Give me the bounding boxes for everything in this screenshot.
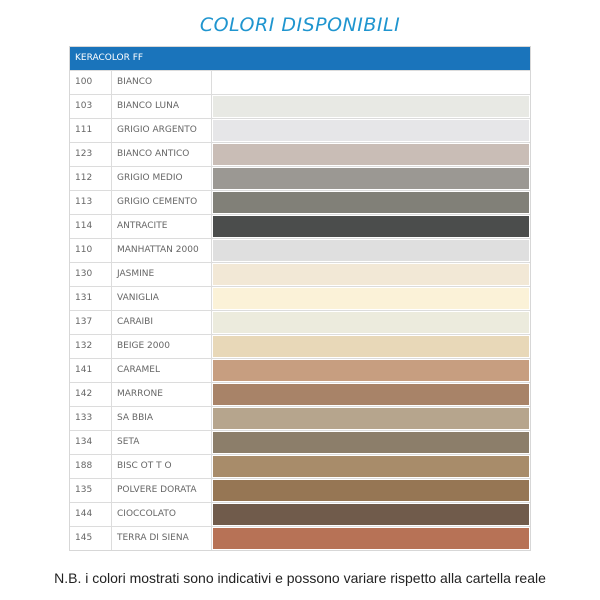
table-row [70,406,530,430]
swatch-cell [212,287,530,310]
color-name: BIANCO [112,71,212,94]
color-name: BISC OT T O [112,455,212,478]
swatch-cell [212,311,530,334]
color-code: 142 [70,383,112,406]
color-code: 134 [70,431,112,454]
color-swatch [213,216,529,237]
color-code: 112 [70,167,112,190]
color-code: 188 [70,455,112,478]
color-swatch [213,408,529,429]
color-swatch [213,480,529,501]
table-row [70,478,530,502]
swatch-cell [212,95,530,118]
swatch-cell [212,359,530,382]
color-name: GRIGIO ARGENTO [112,119,212,142]
swatch-cell [212,407,530,430]
color-swatch [213,504,529,525]
table-row [70,430,530,454]
color-swatch [213,432,529,453]
swatch-cell [212,215,530,238]
color-code: 131 [70,287,112,310]
color-code: 111 [70,119,112,142]
color-code: 103 [70,95,112,118]
color-name: BEIGE 2000 [112,335,212,358]
color-code: 113 [70,191,112,214]
swatch-cell [212,167,530,190]
color-name: CARAIBI [112,311,212,334]
color-code: 114 [70,215,112,238]
color-swatch [213,240,529,261]
color-name: SETA [112,431,212,454]
color-name: MANHATTAN 2000 [112,239,212,262]
color-swatch [213,336,529,357]
table-row [70,310,530,334]
swatch-cell [212,119,530,142]
swatch-cell [212,263,530,286]
table-row [70,382,530,406]
color-swatch [213,72,529,93]
color-name: BIANCO ANTICO [112,143,212,166]
color-code: 145 [70,527,112,550]
table-row [70,94,530,118]
swatch-cell [212,335,530,358]
color-name: CIOCCOLATO [112,503,212,526]
color-code: 135 [70,479,112,502]
color-code: 133 [70,407,112,430]
color-name: VANIGLIA [112,287,212,310]
color-table [69,46,531,551]
color-code: 123 [70,143,112,166]
color-swatch [213,192,529,213]
color-code: 141 [70,359,112,382]
swatch-cell [212,503,530,526]
color-swatch [213,144,529,165]
color-swatch [213,96,529,117]
table-row [70,502,530,526]
table-row [70,286,530,310]
color-code: 132 [70,335,112,358]
swatch-cell [212,239,530,262]
color-swatch [213,384,529,405]
swatch-cell [212,479,530,502]
table-row [70,214,530,238]
table-row [70,238,530,262]
color-code: 144 [70,503,112,526]
table-row [70,526,530,550]
color-name: JASMINE [112,263,212,286]
page-title: COLORI DISPONIBILI [199,14,401,36]
color-name: GRIGIO MEDIO [112,167,212,190]
swatch-cell [212,143,530,166]
color-code: 130 [70,263,112,286]
color-swatch [213,528,529,549]
color-swatch [213,120,529,141]
swatch-cell [212,383,530,406]
swatch-cell [212,191,530,214]
color-code: 137 [70,311,112,334]
color-name: ANTRACITE [112,215,212,238]
swatch-cell [212,431,530,454]
color-swatch [213,312,529,333]
color-name: TERRA DI SIENA [112,527,212,550]
color-name: GRIGIO CEMENTO [112,191,212,214]
table-row [70,118,530,142]
table-row [70,454,530,478]
disclaimer-note: N.B. i colori mostrati sono indicativi e possono variare rispetto alla cartella reale [54,570,546,586]
swatch-cell [212,455,530,478]
swatch-cell [212,527,530,550]
table-body [70,70,530,550]
color-swatch [213,360,529,381]
color-name: CARAMEL [112,359,212,382]
color-swatch [213,456,529,477]
swatch-cell [212,71,530,94]
table-row [70,190,530,214]
table-row [70,262,530,286]
color-name: POLVERE DORATA [112,479,212,502]
color-code: 100 [70,71,112,94]
color-code: 110 [70,239,112,262]
color-name: MARRONE [112,383,212,406]
color-name: BIANCO LUNA [112,95,212,118]
table-row [70,70,530,94]
color-swatch [213,288,529,309]
table-row [70,358,530,382]
color-swatch [213,168,529,189]
table-row [70,166,530,190]
color-name: SA BBIA [112,407,212,430]
table-header: KERACOLOR FF [70,47,530,70]
table-row [70,334,530,358]
table-row [70,142,530,166]
color-swatch [213,264,529,285]
